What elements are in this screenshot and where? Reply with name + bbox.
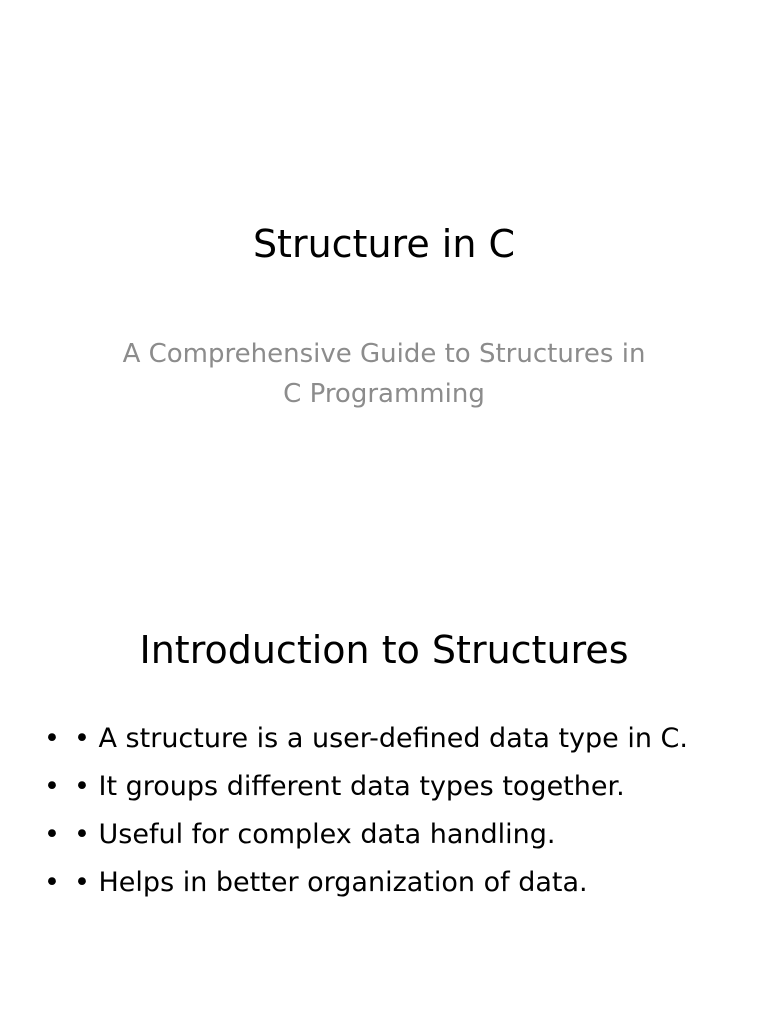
list-item	[44, 859, 744, 907]
content-slide	[0, 512, 768, 1024]
bullet-list	[44, 715, 744, 907]
slide-subtitle: A Comprehensive Guide to Structures in C Programming	[122, 339, 646, 409]
bullet-marker: •	[44, 867, 60, 898]
list-item-text: • A structure is a user-defined data type in C.	[74, 723, 688, 754]
list-item	[44, 811, 744, 859]
list-item	[44, 715, 744, 763]
slide-title: Structure in C	[252, 222, 516, 266]
slide-title: Introduction to Structures	[139, 628, 629, 672]
bullet-marker: •	[44, 819, 60, 850]
list-item	[44, 763, 744, 811]
list-item-text: • Helps in better organization of data.	[74, 867, 588, 898]
list-item-text: • Useful for complex data handling.	[74, 819, 556, 850]
list-item-text: • It groups different data types together.	[74, 771, 625, 802]
bullet-marker: •	[44, 771, 60, 802]
bullet-marker: •	[44, 723, 60, 754]
